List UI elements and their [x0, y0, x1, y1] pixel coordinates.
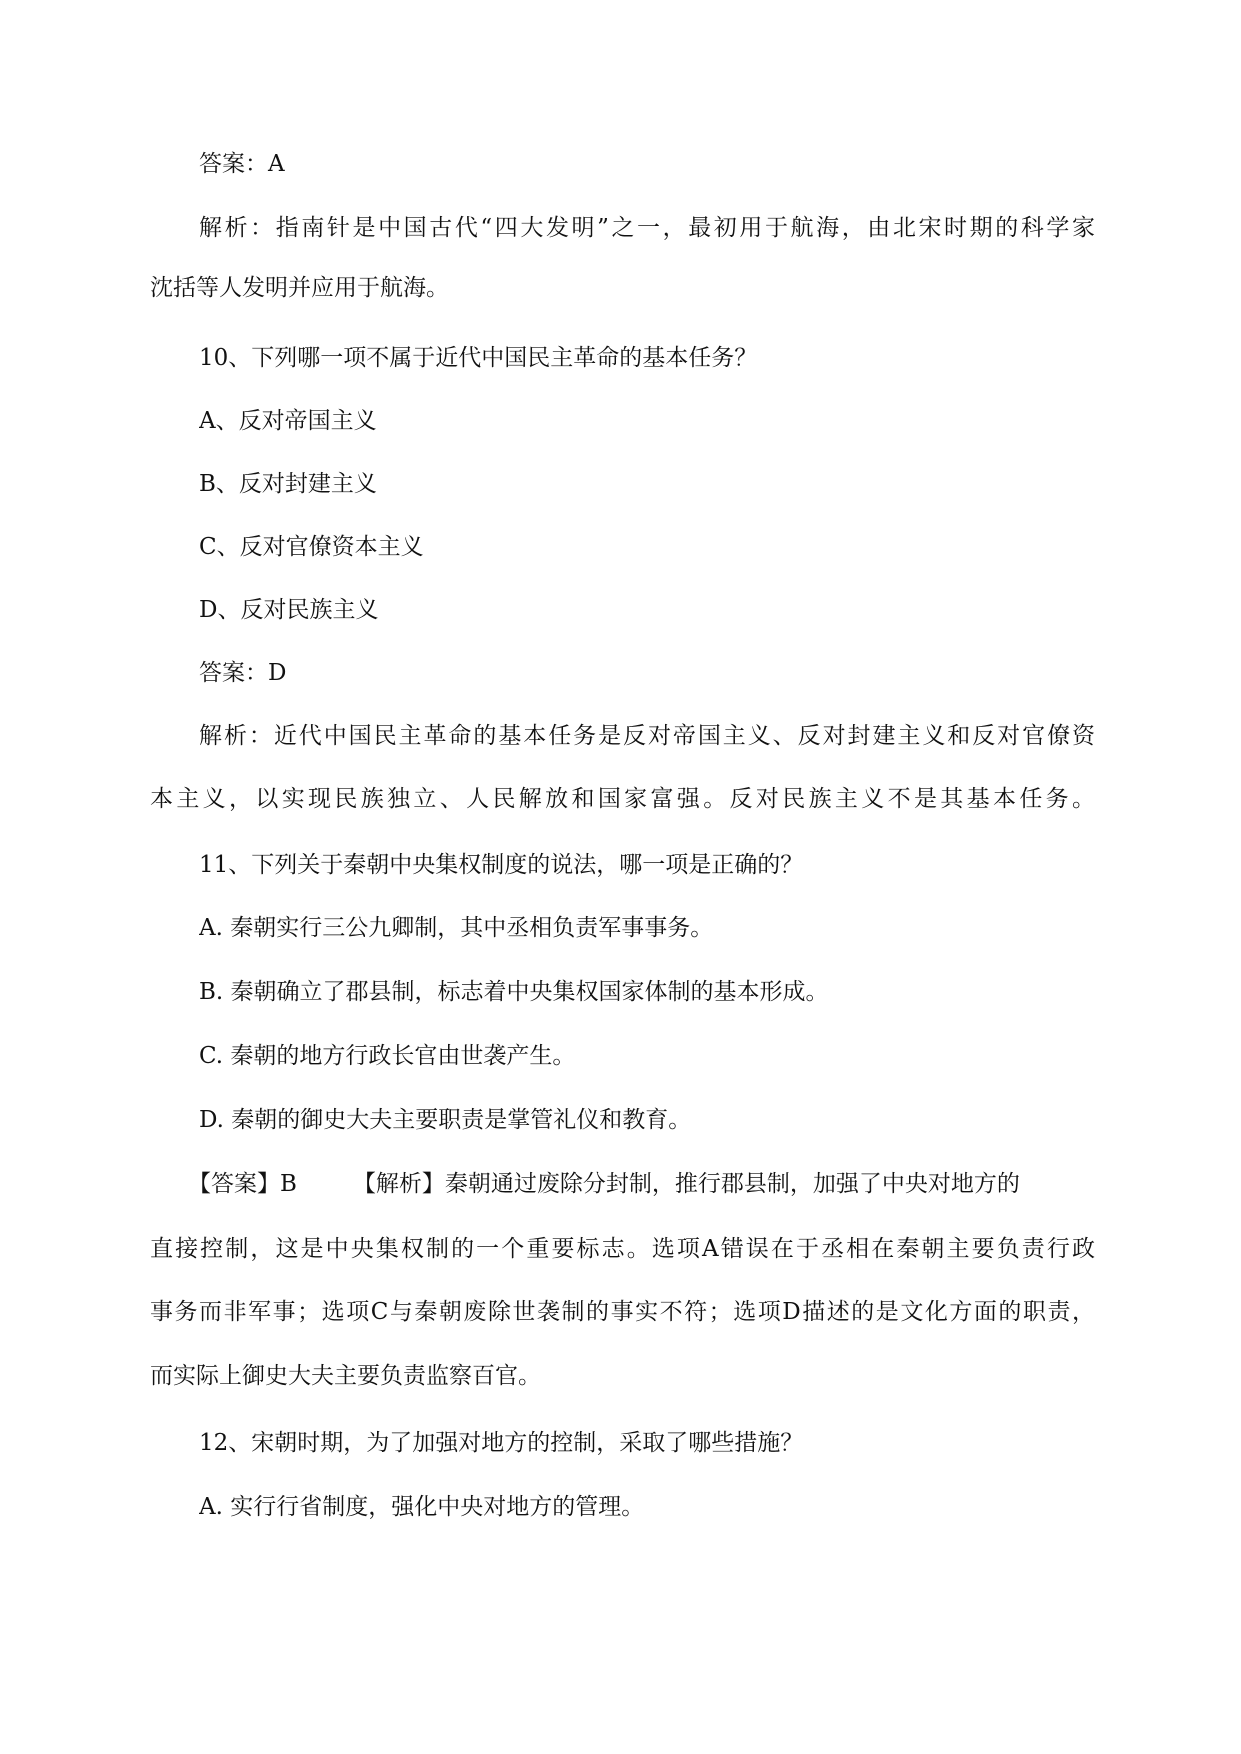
q11-option-b: B. 秦朝确立了郡县制，标志着中央集权国家体制的基本形成。 [199, 979, 829, 1005]
q11-analysis-line-2: 直接控制，这是中央集权制的一个重要标志。选项A错误在于丞相在秦朝主要负责行政 [150, 1236, 1095, 1262]
q10-option-d: D、反对民族主义 [199, 597, 379, 623]
q11-answer-analysis-row [188, 1168, 1095, 1200]
q9-analysis-line-2: 沈括等人发明并应用于航海。 [150, 275, 449, 301]
q12-option-a: A. 实行行省制度，强化中央对地方的管理。 [199, 1494, 645, 1520]
q11-question: 11、下列关于秦朝中央集权制度的说法，哪一项是正确的？ [199, 852, 804, 878]
q11-analysis-head: 【解析】秦朝通过废除分封制，推行郡县制，加强了中央对地方的 [352, 1171, 1020, 1197]
q9-analysis-line-1: 解析：指南针是中国古代“四大发明”之一，最初用于航海，由北宋时期的科学家 [199, 215, 1095, 241]
q12-question: 12、宋朝时期，为了加强对地方的控制，采取了哪些措施？ [199, 1430, 804, 1456]
q11-analysis-line-3: 事务而非军事；选项C与秦朝废除世袭制的事实不符；选项D描述的是文化方面的职责， [150, 1299, 1095, 1325]
q10-option-a: A、反对帝国主义 [199, 408, 377, 434]
q10-option-c: C、反对官僚资本主义 [199, 534, 424, 560]
q11-option-a: A. 秦朝实行三公九卿制，其中丞相负责军事事务。 [199, 915, 714, 941]
q10-answer: 答案：D [199, 660, 287, 686]
q10-question: 10、下列哪一项不属于近代中国民主革命的基本任务？ [199, 345, 758, 371]
q11-answer: 【答案】B [188, 1171, 297, 1197]
q11-option-c: C. 秦朝的地方行政长官由世袭产生。 [199, 1043, 576, 1069]
q9-answer: 答案：A [199, 151, 285, 177]
q10-analysis-line-1: 解析：近代中国民主革命的基本任务是反对帝国主义、反对封建主义和反对官僚资 [199, 723, 1095, 749]
q10-analysis-line-2: 本主义，以实现民族独立、人民解放和国家富强。反对民族主义不是其基本任务。 [150, 786, 1095, 812]
q11-analysis-line-4: 而实际上御史大夫主要负责监察百官。 [150, 1363, 541, 1389]
q10-option-b: B、反对封建主义 [199, 471, 377, 497]
q11-option-d: D. 秦朝的御史大夫主要职责是掌管礼仪和教育。 [199, 1107, 692, 1133]
